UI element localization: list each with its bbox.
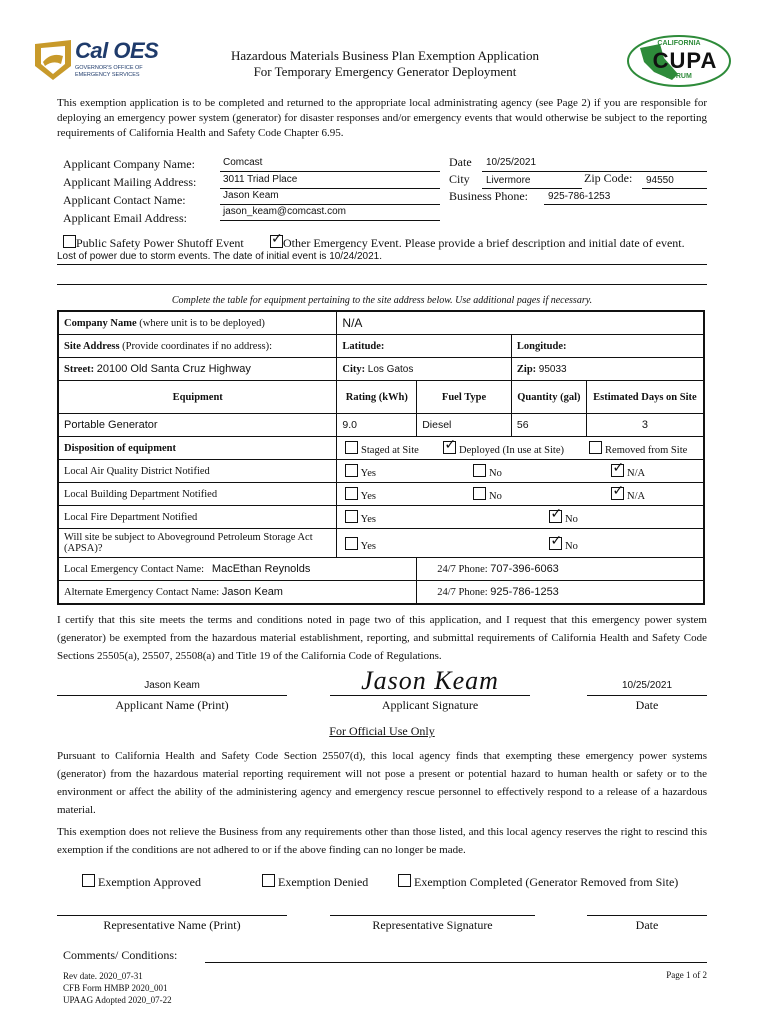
table-row [58, 381, 704, 414]
staged-checkbox[interactable] [345, 441, 358, 454]
col-fuel-header: Fuel Type [417, 381, 512, 414]
table-row [58, 437, 704, 460]
table-row [58, 506, 704, 529]
removed-option[interactable] [589, 441, 687, 456]
psps-label: Public Safety Power Shutoff Event [76, 236, 244, 250]
company-name-header: Company Name [64, 317, 137, 329]
signature-date-field[interactable]: 10/25/2021 [621, 680, 673, 691]
fire-no-checkbox[interactable] [549, 510, 562, 523]
col-days-header: Estimated Days on Site [586, 381, 704, 414]
building-yes-checkbox[interactable] [345, 487, 358, 500]
rev-date: Rev date. 2020_07-31 [63, 971, 143, 981]
intro-paragraph: This exemption application is to be completed and returned to the appropriate local administrating agency (see Page 2) if you are responsible for deploying an emergency power system (generator) for disaster responses and/or emergency events that would otherwise be subject to the reporting requirements of California Health and Safety Code Chapter 6.95. [57, 97, 707, 139]
comments-label: Comments/ Conditions: [63, 948, 178, 962]
zip-label: Zip Code: [584, 171, 633, 185]
applicant-labels [63, 155, 196, 227]
rep-date-label: Date [635, 918, 659, 932]
cal-oes-wordmark: Cal OES [75, 38, 159, 63]
table-row [58, 529, 704, 558]
other-event-option[interactable] [270, 235, 685, 251]
street-label: Street: [64, 364, 95, 375]
building-na-label: N/A [627, 491, 646, 502]
emergency-contact-field[interactable]: MacEthan Reynolds [211, 563, 311, 575]
contact-underline [220, 204, 440, 205]
denied-checkbox[interactable] [262, 874, 275, 887]
fire-dept-label: Local Fire Department Notified [58, 506, 337, 529]
email-address-field[interactable]: jason_keam@comcast.com [223, 206, 346, 217]
fire-yes-checkbox[interactable] [345, 510, 358, 523]
table-row [58, 581, 704, 605]
table-row [58, 483, 704, 506]
cupa-bottom-text: FORUM [666, 73, 692, 80]
quantity-field[interactable]: 56 [511, 414, 586, 437]
contact-name-field[interactable]: Jason Keam [223, 190, 279, 201]
business-phone-field[interactable]: 925-786-1253 [548, 191, 611, 202]
exemption-approved-option[interactable] [82, 874, 201, 890]
removed-label: Removed from Site [605, 445, 688, 456]
building-na-checkbox[interactable] [611, 487, 624, 500]
deployed-checkbox[interactable] [443, 441, 456, 454]
completed-label: Exemption Completed (Generator Removed from Site) [414, 875, 679, 889]
company-underline [220, 171, 440, 172]
footer-revision [63, 970, 172, 1006]
other-event-label: Other Emergency Event. Please provide a brief description and initial date of event. [283, 236, 685, 250]
deploy-company-field[interactable]: N/A [342, 316, 363, 330]
company-name-label: Applicant Company Name: [63, 157, 195, 171]
building-dept-label: Local Building Department Notified [58, 483, 337, 506]
col-rating-header: Rating (kWh) [337, 381, 417, 414]
psps-checkbox[interactable] [63, 235, 76, 248]
official-paragraph-1: Pursuant to California Health and Safety Code Section 25507(d), this local agency finds that exempting these emergency power systems (generator) from the hazardous material reporting requirement will not pose a present or potential hazard to human health or safety or to the environment or affect the ability of the administering agency and emergency rescue personnel to effectively respond to a release of a hazardous material. [57, 750, 707, 816]
air-quality-label: Local Air Quality District Notified [58, 460, 337, 483]
mailing-address-label: Applicant Mailing Address: [63, 175, 197, 189]
table-row [58, 460, 704, 483]
other-event-checkbox[interactable] [270, 235, 283, 248]
cal-oes-seal-icon [33, 38, 73, 82]
site-zip-label: Zip: [516, 363, 537, 375]
form-title-line1: Hazardous Materials Business Plan Exemption Application [231, 48, 539, 63]
longitude-label: Longitude: [516, 340, 567, 352]
apsa-no-label: No [565, 541, 578, 552]
contact-name-label: Applicant Contact Name: [63, 193, 186, 207]
table-row [58, 558, 704, 581]
certify-paragraph: I certify that this site meets the terms and conditions noted in page two of this application, and I request that this emergency power system (generator) be exempted from the hazardous material establishment, reporting, and submittal requirements of California Health and Safety Code Sections 25505(a), 25507, 25508(a) and Title 19 of the California Code of Regulations. [57, 614, 707, 662]
event-description-field[interactable]: Lost of power due to storm events. The date of initial event is 10/24/2021. [57, 251, 383, 262]
apsa-yes-label: Yes [360, 541, 376, 552]
deployed-label: Deployed (In use at Site) [459, 445, 565, 456]
latitude-label: Latitude: [342, 340, 385, 352]
staged-option[interactable] [345, 441, 418, 456]
date-label: Date [449, 155, 472, 169]
apsa-label: Will site be subject to Aboveground Petroleum Storage Act (APSA)? [58, 529, 337, 558]
rep-signature-label: Representative Signature [372, 918, 493, 932]
site-city-label: City: [342, 363, 366, 375]
name-underline [57, 695, 287, 696]
zip-field[interactable]: 94550 [646, 175, 674, 186]
disposition-label: Disposition of equipment [58, 437, 337, 460]
table-row [58, 358, 704, 381]
cal-oes-subtitle: GOVERNOR'S OFFICE OF EMERGENCY SERVICES [75, 65, 143, 78]
emergency-phone-label: 24/7 Phone: [437, 564, 488, 575]
building-no-label: No [489, 491, 502, 502]
site-city-field[interactable]: Los Gatos [367, 363, 414, 375]
alt-phone-field[interactable]: 925-786-1253 [490, 586, 559, 598]
table-caption: Complete the table for equipment pertaining to the site address below. Use additional pages if necessary. [171, 295, 593, 306]
signature-date-label: Date [635, 698, 659, 712]
business-phone-label: Business Phone: [449, 189, 529, 203]
denied-label: Exemption Denied [278, 875, 369, 889]
site-address-header: Site Address [64, 340, 120, 352]
company-name-note: (where unit is to be deployed) [139, 317, 265, 329]
email-address-label: Applicant Email Address: [63, 211, 187, 225]
company-name-field[interactable]: Comcast [223, 157, 263, 168]
fuel-field[interactable]: Diesel [417, 414, 512, 437]
adopted-date: UPAAG Adopted 2020_07-22 [63, 995, 172, 1005]
street-field[interactable]: 20100 Old Santa Cruz Highway [96, 363, 251, 375]
psps-option[interactable] [63, 235, 244, 251]
rep-signature-line[interactable] [330, 915, 535, 916]
air-yes-label: Yes [360, 468, 376, 479]
phone-underline [544, 204, 707, 205]
comments-line[interactable] [205, 962, 707, 963]
exemption-completed-option[interactable] [398, 874, 678, 890]
alt-contact-field[interactable]: Jason Keam [221, 586, 283, 598]
apsa-no-checkbox[interactable] [549, 537, 562, 550]
form-title [180, 48, 590, 80]
city-label: City [449, 172, 470, 186]
sig-date-underline [587, 695, 707, 696]
form-number: CFB Form HMBP 2020_001 [63, 983, 168, 993]
alt-phone-label: 24/7 Phone: [437, 587, 488, 598]
mailing-address-field[interactable]: 3011 Triad Place [223, 174, 298, 185]
rep-name-label: Representative Name (Print) [103, 918, 241, 932]
air-no-label: No [489, 468, 502, 479]
zip-underline [642, 188, 707, 189]
longitude-cell[interactable] [511, 335, 704, 358]
page-number: Page 1 of 2 [666, 970, 707, 980]
air-yes-checkbox[interactable] [345, 464, 358, 477]
table-row [58, 311, 704, 335]
building-no-checkbox[interactable] [473, 487, 486, 500]
days-field[interactable]: 3 [586, 414, 704, 437]
cupa-main-text: CUPA [652, 48, 718, 73]
table-row [58, 335, 704, 358]
emergency-phone-field[interactable]: 707-396-6063 [490, 563, 559, 575]
approved-checkbox[interactable] [82, 874, 95, 887]
air-na-checkbox[interactable] [611, 464, 624, 477]
latitude-cell[interactable] [337, 335, 512, 358]
table-row [58, 414, 704, 437]
deployed-option[interactable] [443, 441, 564, 456]
approved-label: Exemption Approved [98, 875, 201, 889]
col-quantity-header: Quantity (gal) [511, 381, 586, 414]
signature-underline [330, 695, 530, 696]
exemption-denied-option[interactable] [262, 874, 368, 890]
cupa-forum-logo [626, 34, 732, 88]
form-title-line2: For Temporary Emergency Generator Deployment [253, 64, 517, 79]
completed-checkbox[interactable] [398, 874, 411, 887]
official-use-heading: For Official Use Only [329, 724, 435, 738]
fire-no-label: No [565, 514, 578, 525]
description-line-2 [57, 284, 707, 285]
equipment-table [57, 310, 705, 605]
col-equipment-header: Equipment [58, 381, 337, 414]
applicant-name-label: Applicant Name (Print) [115, 698, 229, 712]
email-underline [220, 220, 440, 221]
air-na-label: N/A [627, 468, 646, 479]
alt-contact-label: Alternate Emergency Contact Name: [64, 587, 220, 598]
applicant-signature-field[interactable]: Jason Keam [361, 666, 499, 695]
cal-oes-logo [33, 38, 163, 86]
rep-name-line[interactable] [57, 915, 287, 916]
applicant-signature-label: Applicant Signature [381, 698, 479, 712]
staged-label: Staged at Site [361, 445, 419, 456]
description-line-1 [57, 264, 707, 265]
emergency-contact-label: Local Emergency Contact Name: [64, 564, 205, 575]
city-field[interactable]: Livermore [486, 175, 531, 186]
fire-yes-label: Yes [360, 514, 376, 525]
rep-date-line[interactable] [587, 915, 707, 916]
official-paragraph-2: This exemption does not relieve the Business from any requirements other than those listed, and this local agency reserves the right to rescind this exemption if the conditions are not adhered to or if the above finding can no longer be made. [57, 826, 707, 856]
building-yes-label: Yes [360, 491, 376, 502]
site-address-note: (Provide coordinates if no address): [122, 340, 273, 352]
air-no-checkbox[interactable] [473, 464, 486, 477]
equipment-field[interactable]: Portable Generator [58, 414, 337, 437]
site-zip-field[interactable]: 95033 [538, 363, 567, 375]
removed-checkbox[interactable] [589, 441, 602, 454]
apsa-yes-checkbox[interactable] [345, 537, 358, 550]
mailing-underline [220, 188, 440, 189]
rating-field[interactable]: 9.0 [337, 414, 417, 437]
applicant-name-field[interactable]: Jason Keam [144, 680, 200, 691]
date-field[interactable]: 10/25/2021 [486, 157, 537, 168]
cupa-top-text: CALIFORNIA [657, 40, 701, 47]
